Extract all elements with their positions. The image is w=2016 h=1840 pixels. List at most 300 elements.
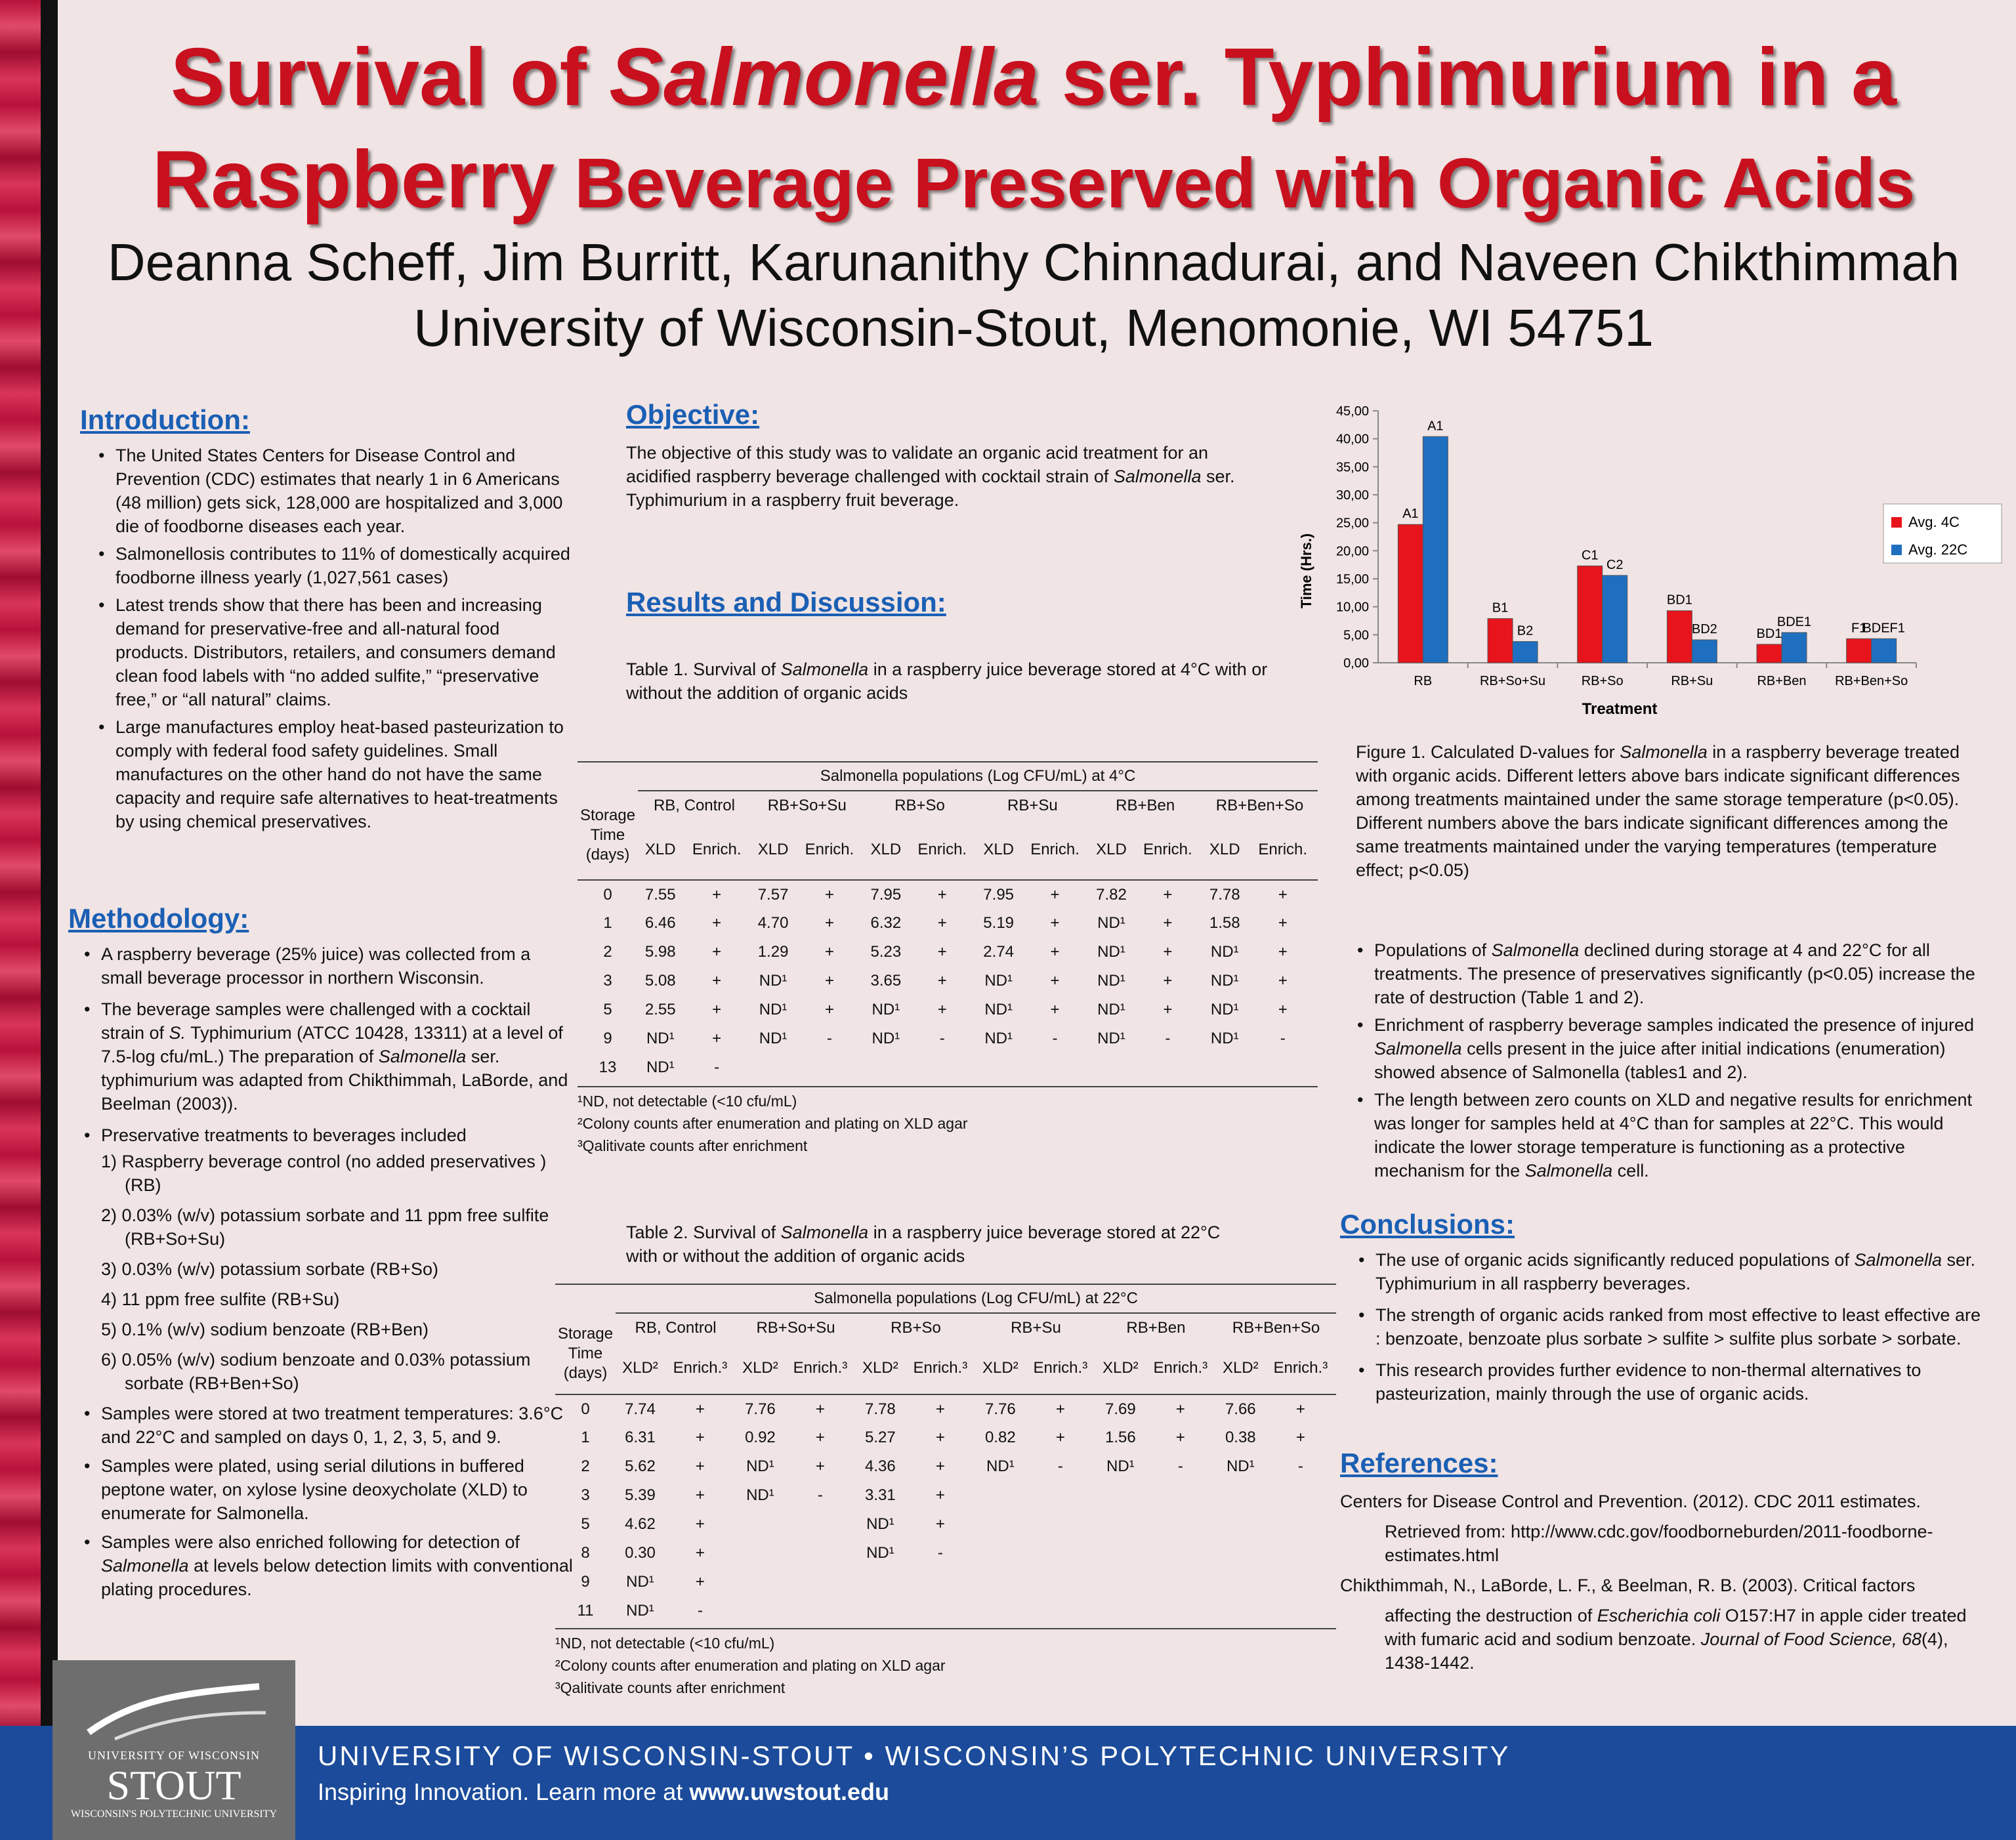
table-cell: +	[1295, 1429, 1305, 1446]
chart-bar	[1847, 638, 1872, 663]
table-cell: ND¹	[1097, 1030, 1125, 1047]
table-cell: ND¹	[1210, 943, 1239, 961]
table-cell: +	[1278, 914, 1288, 932]
table-cell: +	[1050, 885, 1060, 904]
table2-subheader-cell: XLD²	[982, 1358, 1018, 1377]
table-cell	[1025, 1510, 1096, 1539]
chart-bar	[1578, 566, 1603, 663]
table-cell: +	[824, 885, 834, 904]
chart-x-tick-label: RB+Ben	[1757, 674, 1807, 688]
table2-caption: Table 2. Survival of Salmonella in a raspberry juice beverage stored at 22°C with or without the addition of organic acids	[626, 1223, 1221, 1266]
chart-data-label: BD1	[1666, 593, 1692, 608]
table-cell: ND¹	[746, 1457, 774, 1475]
table-cell	[1216, 1597, 1265, 1625]
table2-treatment-header: RB+Ben+So	[1232, 1318, 1320, 1337]
table-cell: +	[1278, 943, 1288, 961]
table-cell	[785, 1510, 856, 1539]
table-cell: +	[815, 1457, 825, 1475]
treatment-item: 4) 11 ppm free sulfite (RB+Su)	[101, 1289, 340, 1309]
table-cell: 7.76	[745, 1400, 776, 1418]
table-cell: +	[1175, 1400, 1185, 1418]
table-row	[578, 1024, 1318, 1053]
treatment-item: 5) 0.1% (w/v) sodium benzoate (RB+Ben)	[101, 1320, 429, 1339]
chart-legend-swatch	[1891, 545, 1902, 555]
table-cell: -	[714, 1058, 720, 1076]
table-cell: ND¹	[1097, 943, 1125, 961]
table-cell: 6.32	[870, 914, 902, 932]
table2-subheader-cell: XLD²	[622, 1358, 658, 1377]
table-cell: ND¹	[984, 1001, 1013, 1018]
title-line2b: Beverage Preserved with Organic Acids	[555, 143, 1916, 222]
table-cell	[976, 1481, 1025, 1510]
table-cell: 3	[603, 972, 612, 990]
table2	[555, 1284, 1336, 1625]
reference-item: Centers for Disease Control and Prevention. (2012). CDC 2011 estimates. Retrieved from: http://www.cdc.gov/foodborneburden/2011-foodborne-estimates.html	[1340, 1492, 1933, 1565]
table-cell: +	[695, 1429, 705, 1446]
table-row	[555, 1597, 1336, 1625]
d-value-bar-chart	[1293, 394, 2008, 735]
table-row	[555, 1481, 1336, 1510]
table-cell	[976, 1510, 1025, 1539]
table-cell: ND¹	[1097, 1001, 1125, 1018]
chart-data-label: B2	[1517, 623, 1534, 638]
table-cell	[1025, 1597, 1096, 1625]
table-cell	[1096, 1597, 1145, 1625]
table1-subheader-cell: XLD	[1096, 840, 1127, 858]
table1-footnote: ³Qalitivate counts after enrichment	[578, 1137, 808, 1154]
table-cell: 5	[603, 1001, 612, 1018]
methodology-list	[81, 942, 574, 1147]
table1-span-header: Salmonella populations (Log CFU/mL) at 4°C	[638, 762, 1318, 791]
table-row	[555, 1394, 1336, 1423]
chart-legend-swatch	[1891, 517, 1902, 528]
table-cell: -	[697, 1602, 703, 1620]
table1-subheader-cell: Enrich.	[805, 840, 854, 858]
table-cell: 7.76	[985, 1400, 1016, 1418]
table-cell: ND¹	[759, 972, 788, 990]
chart-x-tick-label: RB+So	[1581, 674, 1624, 688]
table-cell: +	[1163, 1001, 1173, 1018]
chart-bar	[1692, 640, 1717, 663]
chart-x-tick-label: RB+Su	[1671, 674, 1713, 688]
table-cell: -	[1057, 1457, 1063, 1475]
table-cell	[1265, 1568, 1336, 1597]
methodology-list-2	[81, 1402, 574, 1601]
logo-main-text: STOUT	[106, 1762, 242, 1809]
logo-top-text: UNIVERSITY OF WISCONSIN	[87, 1749, 260, 1762]
table-cell: +	[935, 1457, 945, 1475]
table-cell: ND¹	[1210, 1030, 1239, 1047]
table-cell	[856, 1568, 905, 1597]
table-cell: ND¹	[759, 1001, 788, 1018]
table-cell: +	[1278, 1001, 1288, 1018]
table-cell: +	[1295, 1400, 1305, 1418]
table2-footnote: ²Colony counts after enumeration and plating on XLD agar	[555, 1657, 946, 1674]
table-cell: 5	[581, 1515, 590, 1533]
table-cell: +	[937, 885, 947, 904]
table-cell: +	[695, 1400, 705, 1418]
objective-text: The objective of this study was to validate an organic acid treatment for an acidified raspberry beverage challenged with cocktail strain of Salmonella ser. Typhimurium in a raspberry fruit beverage.	[626, 443, 1235, 510]
table-cell: 5.23	[870, 943, 902, 961]
table-cell	[905, 1568, 976, 1597]
chart-xlabel: Treatment	[1582, 700, 1658, 718]
chart-ylabel: Time (Hrs.)	[1298, 533, 1314, 609]
footer-website-link[interactable]: www.uwstout.edu	[689, 1778, 889, 1805]
method-bullet: • Samples were plated, using serial dilutions in buffered peptone water, on xylose lysine deoxycholate (XLD) to enumerate for Salmonella.	[81, 1454, 574, 1525]
conclusion-bullet: • The strength of organic acids ranked from most effective to least effective are : benzoate, benzoate plus sorbate > sulfite > sulfite plus sorbate > sorbate.	[1356, 1303, 1990, 1350]
table-cell: ND¹	[646, 1030, 675, 1047]
table2-subheader-cell: Enrich.³	[1153, 1358, 1208, 1377]
table-cell: ND¹	[1106, 1457, 1135, 1475]
table-cell: 2.74	[983, 943, 1015, 961]
table-cell: +	[935, 1429, 945, 1446]
table-cell: 7.74	[625, 1400, 656, 1418]
table-cell	[1216, 1510, 1265, 1539]
table-cell	[751, 1053, 795, 1082]
table-cell: +	[1175, 1429, 1185, 1446]
table1-subheader-row	[578, 820, 1318, 880]
table-cell: 5.98	[644, 943, 676, 961]
table-cell: -	[1052, 1030, 1058, 1047]
table-cell: +	[712, 972, 722, 990]
chart-data-label: B1	[1492, 600, 1509, 616]
conclusion-bullet: • This research provides further evidence to non-thermal alternatives to pasteurization, mainly through the use of organic acids.	[1356, 1358, 1990, 1406]
table2-span-header: Salmonella populations (Log CFU/mL) at 22°C	[616, 1284, 1336, 1313]
table1-container	[578, 761, 1318, 1157]
table1-treatment-header: RB+So+Su	[767, 796, 847, 814]
intro-bullet: • Latest trends show that there has been and increasing demand for preservative-free and all-natural food products. Distributors, retailers, and consumers demand clean food labels with “no added sulfite,” “preservative free,” or “all natural” claims.	[96, 593, 572, 711]
table-cell: 0.30	[625, 1544, 656, 1562]
table2-subheader-cell: XLD²	[1102, 1358, 1139, 1377]
table1-treatment-header: RB+Su	[1007, 796, 1058, 814]
table2-footnote: ³Qalitivate counts after enrichment	[555, 1679, 786, 1696]
chart-x-tick-label: RB+Ben+So	[1835, 674, 1908, 688]
chart-y-tick-label: 5,00	[1343, 628, 1369, 643]
table-cell	[908, 1053, 976, 1082]
table-cell: +	[1050, 943, 1060, 961]
table-cell	[976, 1053, 1020, 1082]
table-cell: +	[1278, 885, 1288, 904]
table-cell: +	[1050, 1001, 1060, 1018]
table-cell: +	[1163, 943, 1173, 961]
discussion-list	[1354, 938, 1978, 1182]
table2-subheader-cell: Enrich.³	[673, 1358, 728, 1377]
table-cell	[1202, 1053, 1248, 1082]
table-cell: 2	[603, 943, 612, 961]
table-cell: ND¹	[626, 1602, 654, 1620]
table-cell: +	[712, 1030, 722, 1047]
table-row	[578, 967, 1318, 995]
method-bullet: • Samples were stored at two treatment temperatures: 3.6°C and 22°C and sampled on days 0, 1, 2, 3, 5, and 9.	[81, 1402, 574, 1449]
chart-y-tick-label: 20,00	[1335, 544, 1369, 559]
raspberry-border-image	[0, 0, 41, 1726]
chart-data-label: BDEF1	[1862, 621, 1905, 636]
table2-subheader-cell: Enrich.³	[1033, 1358, 1088, 1377]
table-row	[555, 1510, 1336, 1539]
table-cell: +	[1055, 1429, 1065, 1446]
intro-bullet: • Large manufactures employ heat-based pasteurization to comply with federal food safety guidelines. Small manufactures on the other hand do not have the same capacity and require safe alternatives to heat-treatments by using chemical preservatives.	[96, 715, 572, 833]
chart-data-label: BDE1	[1776, 614, 1812, 629]
table-cell	[1216, 1539, 1265, 1568]
table-cell	[1265, 1481, 1336, 1510]
table-cell	[1145, 1568, 1216, 1597]
table-row	[578, 880, 1318, 909]
poster-title	[66, 26, 2002, 234]
table-cell: +	[695, 1544, 705, 1562]
table-cell	[736, 1597, 785, 1625]
table-cell: 11	[577, 1602, 594, 1620]
table-cell: 7.66	[1225, 1400, 1256, 1418]
table-cell: 0	[581, 1400, 590, 1418]
table-cell: 9	[581, 1573, 590, 1591]
chart-data-label: BD2	[1691, 622, 1717, 637]
chart-y-tick-label: 15,00	[1335, 572, 1369, 587]
table-cell: 0.82	[985, 1429, 1016, 1446]
footer-university-line: UNIVERSITY OF WISCONSIN-STOUT • WISCONSIN’S POLYTECHNIC UNIVERSITY	[318, 1740, 1511, 1771]
chart-data-label: BD1	[1756, 626, 1782, 641]
table-cell	[1216, 1568, 1265, 1597]
table-cell: -	[1280, 1030, 1286, 1047]
table-row	[555, 1452, 1336, 1481]
table-cell: ND¹	[866, 1515, 894, 1533]
table1-treatment-header: RB+Ben	[1116, 796, 1175, 814]
table-row	[578, 938, 1318, 967]
table-row	[578, 1053, 1318, 1082]
chart-y-tick-label: 10,00	[1335, 600, 1369, 615]
chart-bar	[1513, 642, 1538, 663]
table-cell: -	[1165, 1030, 1171, 1047]
table2-subheader-row	[555, 1342, 1336, 1394]
table-cell: 1.56	[1104, 1429, 1136, 1446]
table-cell: -	[1297, 1457, 1303, 1475]
chart-bar	[1782, 633, 1807, 663]
table-cell: 0.38	[1225, 1429, 1256, 1446]
chart-y-tick-label: 45,00	[1335, 404, 1369, 419]
table-cell	[905, 1597, 976, 1625]
conclusions-list	[1356, 1248, 1990, 1406]
table-cell	[1025, 1568, 1096, 1597]
method-bullet: • A raspberry beverage (25% juice) was collected from a small beverage processor in northern Wisconsin.	[81, 942, 574, 990]
chart-data-label: F1	[1851, 621, 1867, 636]
table1-storage-label: Storage Time (days)	[580, 806, 636, 864]
table-cell: ND¹	[1210, 1001, 1239, 1018]
table2-subheader-cell: Enrich.³	[793, 1358, 848, 1377]
logo-swoosh-icon	[75, 1673, 272, 1746]
table-cell: 7.78	[865, 1400, 896, 1418]
table-cell: 6.31	[625, 1429, 656, 1446]
table-cell: 2	[581, 1457, 590, 1475]
table-cell: +	[712, 914, 722, 932]
footer-tagline: Inspiring Innovation. Learn more at www.uwstout.edu	[318, 1778, 889, 1805]
table-row	[555, 1568, 1336, 1597]
table2-container	[555, 1284, 1336, 1699]
table-cell	[736, 1510, 785, 1539]
table1-footnotes	[578, 1086, 1318, 1157]
table-cell: 3	[581, 1486, 590, 1504]
table1	[578, 761, 1318, 1082]
table2-subheader-cell: XLD²	[1222, 1358, 1259, 1377]
table1-subheader-cell: Enrich.	[1258, 840, 1308, 858]
table-cell: 2.55	[644, 1001, 676, 1018]
table-cell: +	[695, 1457, 705, 1475]
results-heading: Results and Discussion:	[626, 587, 946, 617]
table-cell: 7.57	[757, 885, 789, 904]
table-cell	[976, 1597, 1025, 1625]
table-cell: ND¹	[872, 1030, 900, 1047]
table-cell: +	[695, 1515, 705, 1533]
table-cell: ND¹	[646, 1058, 675, 1076]
methodology-section	[68, 903, 574, 1605]
intro-bullet: • The United States Centers for Disease Control and Prevention (CDC) estimates that nearly 1 in 6 Americans (48 million) gets sick, 128,000 are hospitalized and 3,000 die of foodborne diseases each year.	[96, 444, 572, 538]
table2-subheader-cell: Enrich.³	[1273, 1358, 1328, 1377]
title-part1: Survival of	[170, 32, 610, 123]
references-heading: References:	[1340, 1448, 1498, 1478]
chart-bar	[1757, 644, 1782, 663]
table-cell: 1.58	[1209, 914, 1240, 932]
table-cell: +	[1050, 972, 1060, 990]
table-cell: +	[712, 943, 722, 961]
table2-subheader-cell: Enrich.³	[913, 1358, 968, 1377]
table2-storage-label: Storage Time (days)	[558, 1324, 614, 1382]
table-cell: +	[824, 943, 834, 961]
chart-bar	[1488, 619, 1513, 663]
table-cell: 5.27	[865, 1429, 896, 1446]
table-cell: +	[815, 1429, 825, 1446]
table-cell: ND¹	[872, 1001, 900, 1018]
chart-data-label: C2	[1606, 557, 1624, 572]
chart-bars	[1398, 419, 1905, 663]
table-cell: 4.62	[625, 1515, 656, 1533]
chart-y-tick-label: 0,00	[1343, 656, 1369, 671]
table-row	[555, 1423, 1336, 1452]
table-cell: +	[937, 972, 947, 990]
table-cell: +	[824, 914, 834, 932]
table-cell: -	[1177, 1457, 1183, 1475]
table-cell: +	[937, 1001, 947, 1018]
table-cell	[856, 1597, 905, 1625]
table-cell: 9	[603, 1030, 612, 1047]
table-cell: +	[815, 1400, 825, 1418]
table-cell: 7.78	[1209, 885, 1240, 904]
table1-subheader-cell: Enrich.	[1143, 840, 1192, 858]
table-cell	[1265, 1539, 1336, 1568]
table1-footnote: ¹ND, not detectable (<10 cfu/mL)	[578, 1093, 797, 1110]
chart-y-tick-label: 30,00	[1335, 488, 1369, 503]
table-cell	[1089, 1053, 1133, 1082]
table-cell: ND¹	[1097, 972, 1125, 990]
table-cell	[976, 1539, 1025, 1568]
table-cell: 5.19	[983, 914, 1015, 932]
table-cell	[785, 1539, 856, 1568]
table-cell: +	[695, 1573, 705, 1591]
chart-bar	[1603, 575, 1628, 663]
intro-bullet: • Salmonellosis contributes to 11% of domestically acquired foodborne illness yearly (1,027,561 cases)	[96, 542, 572, 589]
table-cell: 7.69	[1104, 1400, 1136, 1418]
table-cell: ND¹	[759, 1030, 788, 1047]
introduction-section	[80, 404, 572, 837]
table-cell: ND¹	[984, 1030, 1013, 1047]
logo-bottom-text: WISCONSIN'S POLYTECHNIC UNIVERSITY	[70, 1809, 278, 1820]
table-cell: +	[1278, 972, 1288, 990]
table2-subheader-cell: XLD²	[862, 1358, 898, 1377]
table-cell: 1	[581, 1429, 590, 1446]
introduction-heading: Introduction:	[80, 404, 250, 435]
table-cell: +	[1163, 914, 1173, 932]
table1-subheader-cell: Enrich.	[917, 840, 967, 858]
chart-data-label: C1	[1581, 548, 1599, 563]
chart-bar	[1398, 524, 1423, 663]
table-cell: +	[824, 1001, 834, 1018]
table-cell: 5.08	[644, 972, 676, 990]
table1-subheader-cell: XLD	[644, 840, 676, 858]
table-cell	[736, 1539, 785, 1568]
table-cell: -	[826, 1030, 832, 1047]
conclusions-heading: Conclusions:	[1340, 1209, 1515, 1240]
table-cell: -	[937, 1544, 943, 1562]
table2-treatment-header: RB+So+Su	[756, 1318, 835, 1337]
table-cell: 13	[598, 1058, 617, 1076]
table-cell	[1265, 1597, 1336, 1625]
treatment-item: 3) 0.03% (w/v) potassium sorbate (RB+So)	[101, 1259, 438, 1279]
table-cell: ND¹	[626, 1573, 654, 1591]
table-cell: +	[935, 1486, 945, 1504]
table1-caption: Table 1. Survival of Salmonella in a raspberry juice beverage stored at 4°C with or without the addition of organic acids	[626, 659, 1268, 703]
discussion-bullet: • The length between zero counts on XLD and negative results for enrichment was longer for samples held at 4°C than for samples at 22°C. This would indicate the lower storage temperature is functioning as a protective mechanism for the Salmonella cell.	[1354, 1088, 1978, 1182]
table2-treatment-header: RB, Control	[635, 1318, 717, 1337]
table-cell	[1134, 1053, 1202, 1082]
chart-bar	[1423, 436, 1448, 663]
treatment-list	[101, 1150, 574, 1395]
table-cell	[1096, 1481, 1145, 1510]
table1-subheader-cell: XLD	[1209, 840, 1240, 858]
table-cell: 3.65	[870, 972, 902, 990]
conclusions-section	[1340, 1209, 1990, 1410]
table1-subheader-cell: XLD	[757, 840, 789, 858]
table-cell	[736, 1568, 785, 1597]
table-cell: +	[937, 943, 947, 961]
table-cell: +	[1163, 885, 1173, 904]
table-cell: -	[939, 1030, 945, 1047]
references-section	[1340, 1448, 1996, 1675]
chart-y-tick-label: 40,00	[1335, 432, 1369, 447]
table1-subheader-cell: Enrich.	[692, 840, 742, 858]
table-cell: 7.95	[983, 885, 1015, 904]
table-cell	[1145, 1481, 1216, 1510]
chart-data-label: A1	[1402, 507, 1419, 522]
table-cell	[1096, 1510, 1145, 1539]
table-cell: ND¹	[1210, 972, 1239, 990]
table-cell: +	[935, 1515, 945, 1533]
conclusion-bullet: • The use of organic acids significantly reduced populations of Salmonella ser. Typhimurium in all raspberry beverages.	[1356, 1248, 1990, 1295]
table-cell: 1.29	[757, 943, 789, 961]
table-cell: ND¹	[986, 1457, 1015, 1475]
table-cell	[795, 1053, 863, 1082]
table-cell	[785, 1568, 856, 1597]
chart-legend	[1883, 504, 2002, 563]
table1-treatment-header: RB, Control	[653, 796, 735, 814]
table-cell: +	[937, 914, 947, 932]
uw-stout-logo[interactable]	[52, 1660, 295, 1840]
table-row	[578, 995, 1318, 1024]
table1-treatment-header: RB+So	[894, 796, 945, 814]
table-cell: ND¹	[984, 972, 1013, 990]
table-cell: +	[824, 972, 834, 990]
table-cell	[1096, 1568, 1145, 1597]
table-cell: 6.46	[644, 914, 676, 932]
table-cell: ND¹	[1097, 914, 1125, 932]
table-cell	[864, 1053, 908, 1082]
table-cell	[1145, 1597, 1216, 1625]
